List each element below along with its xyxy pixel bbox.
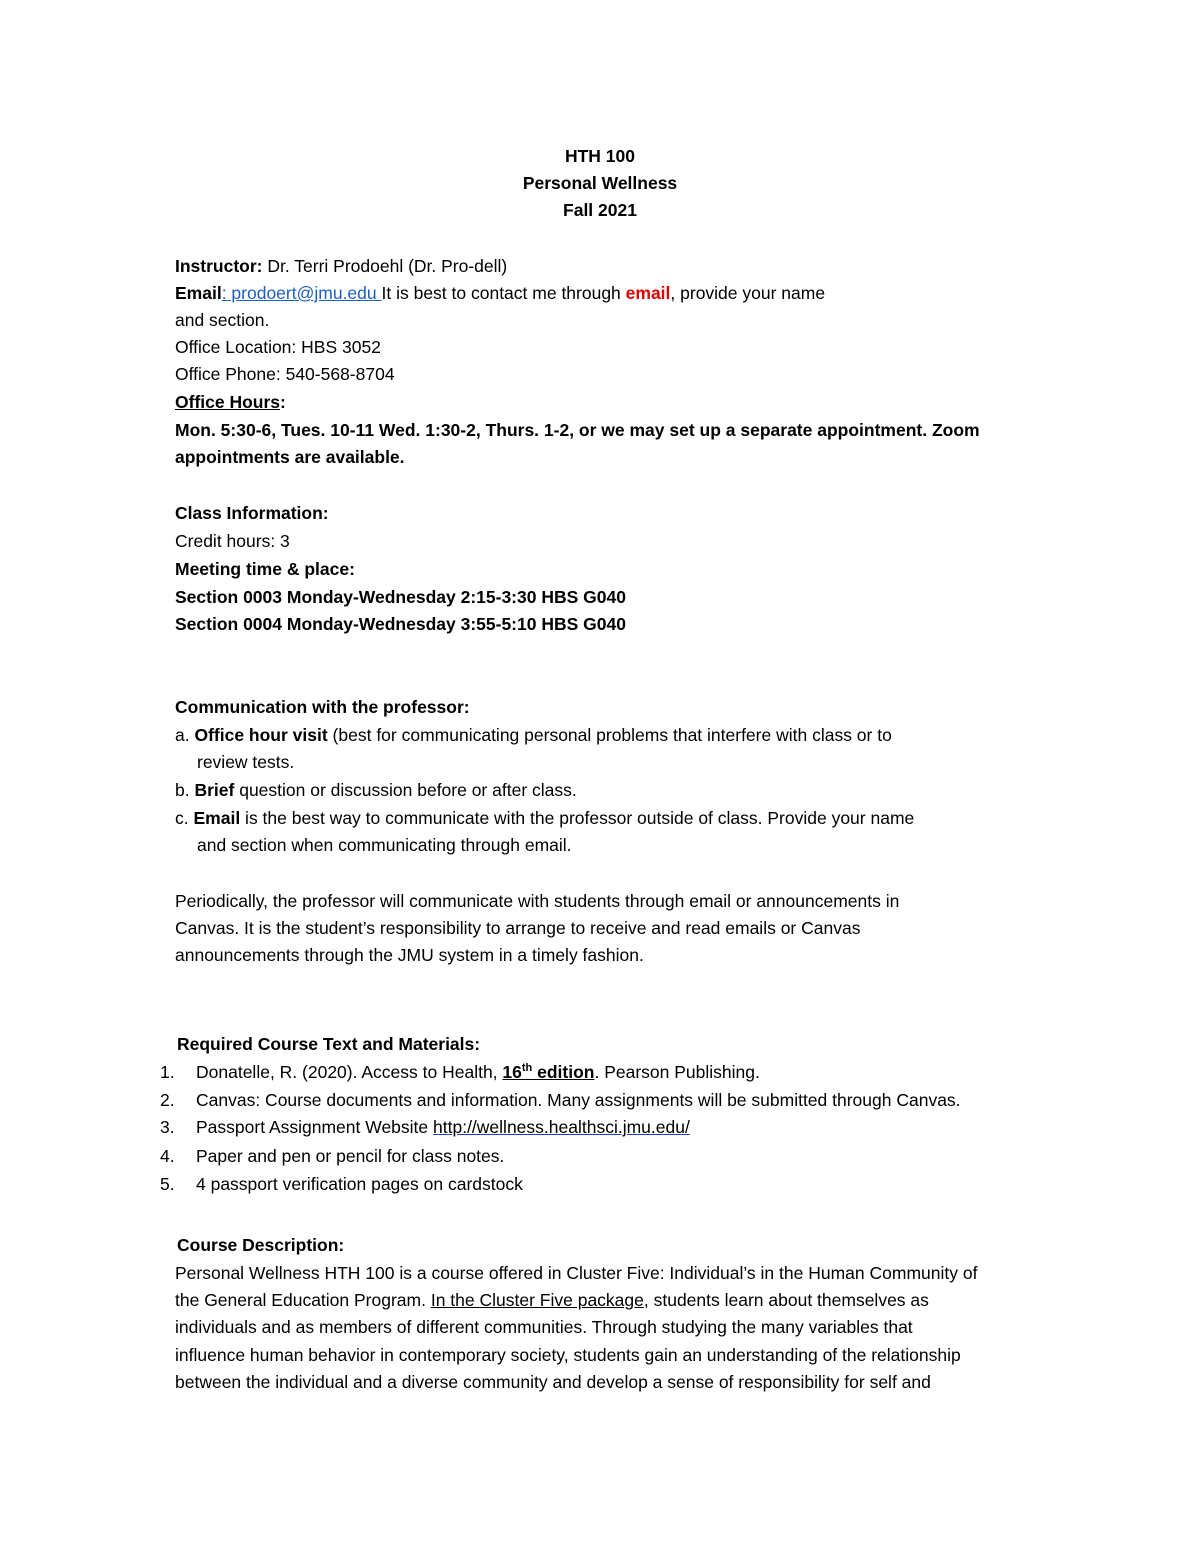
email-link[interactable]: : prodoert@jmu.edu [221, 283, 382, 303]
comm-para-line1: Periodically, the professor will communicate with students through email or announcements in [175, 891, 900, 911]
materials-num-1: 1. [160, 1062, 175, 1082]
credit-hours: Credit hours: 3 [175, 531, 290, 551]
description-line4: influence human behavior in contemporary society, students gain an understanding of the relationship [175, 1345, 961, 1365]
office-phone: Office Phone: 540-568-8704 [175, 364, 395, 384]
comm-b-text: question or discussion before or after class. [234, 780, 577, 800]
materials-1-post: . Pearson Publishing. [594, 1062, 760, 1082]
meeting-heading: Meeting time & place: [175, 559, 355, 579]
comm-a-text: (best for communicating personal problems that interfere with class or to [327, 725, 892, 745]
edition-suffix: th [521, 1062, 533, 1075]
comm-b-bold: Brief [189, 780, 235, 800]
comm-para-line3: announcements through the JMU system in a timely fashion. [175, 945, 644, 965]
comm-c-marker: c. [175, 808, 189, 828]
comm-item-c [175, 807, 914, 829]
description-line2-pre: the General Education Program. [175, 1290, 431, 1310]
comm-para-line2: Canvas. It is the student’s responsibility to arrange to receive and read emails or Canvas [175, 918, 861, 938]
course-name: Personal Wellness [522, 173, 678, 193]
edition-number: 16 [502, 1062, 522, 1082]
office-hours-label: Office Hours [175, 392, 281, 412]
materials-heading: Required Course Text and Materials: [177, 1034, 481, 1054]
email-note-post: , provide your name [670, 283, 826, 303]
materials-num-5: 5. [160, 1174, 175, 1194]
comm-a-text2: review tests. [197, 752, 295, 772]
instructor-label: Instructor: [175, 256, 263, 276]
materials-num-2: 2. [160, 1090, 175, 1110]
description-line3: individuals and as members of different communities. Through studying the many variables that [175, 1317, 913, 1337]
materials-3-pre: Passport Assignment Website [196, 1117, 434, 1137]
passport-website-link[interactable]: http://wellness.healthsci.jmu.edu/ [433, 1117, 690, 1137]
email-line [175, 282, 825, 304]
description-line1: Personal Wellness HTH 100 is a course offered in Cluster Five: Individual’s in the Human Community of [175, 1263, 978, 1283]
description-line2-post: , students learn about themselves as [643, 1290, 929, 1310]
materials-2-text: Canvas: Course documents and information. Many assignments will be submitted through Canvas. [196, 1090, 961, 1110]
course-term: Fall 2021 [563, 200, 637, 220]
class-info-heading: Class Information: [175, 503, 329, 523]
section-0004: Section 0004 Monday-Wednesday 3:55-5:10 HBS G040 [175, 614, 626, 634]
edition-word: edition [532, 1062, 595, 1082]
comm-c-text: is the best way to communicate with the professor outside of class. Provide your name [240, 808, 915, 828]
instructor-name: Dr. Terri Prodoehl (Dr. Pro-dell) [262, 256, 508, 276]
instructor-line [175, 255, 507, 277]
description-heading: Course Description: [177, 1235, 345, 1255]
email-label: Email [175, 283, 222, 303]
course-code: HTH 100 [564, 146, 636, 166]
email-note-line2: and section. [175, 310, 270, 330]
materials-num-4: 4. [160, 1146, 175, 1166]
description-line2 [175, 1289, 929, 1311]
comm-c-text2: and section when communicating through email. [197, 835, 572, 855]
materials-1-pre: Donatelle, R. (2020). Access to Health, [196, 1062, 503, 1082]
communication-heading: Communication with the professor: [175, 697, 470, 717]
cluster-five-package: In the Cluster Five package [430, 1290, 644, 1310]
description-line5: between the individual and a diverse community and develop a sense of responsibility for self and [175, 1372, 931, 1392]
email-emphasis: email [625, 283, 671, 303]
comm-item-b [175, 779, 577, 801]
comm-c-bold: Email [188, 808, 241, 828]
office-hours-line1: Mon. 5:30-6, Tues. 10-11 Wed. 1:30-2, Thurs. 1-2, or we may set up a separate appointment. Zoom [175, 420, 980, 440]
office-hours-line2: appointments are available. [175, 447, 405, 467]
email-note-pre: It is best to contact me through [381, 283, 626, 303]
materials-4-text: Paper and pen or pencil for class notes. [196, 1146, 505, 1166]
comm-b-marker: b. [175, 780, 190, 800]
materials-5-text: 4 passport verification pages on cardstock [196, 1174, 523, 1194]
comm-item-a [175, 724, 892, 746]
comm-a-marker: a. [175, 725, 190, 745]
materials-num-3: 3. [160, 1117, 175, 1137]
section-0003: Section 0003 Monday-Wednesday 2:15-3:30 HBS G040 [175, 587, 626, 607]
office-location: Office Location: HBS 3052 [175, 337, 381, 357]
office-hours-colon: : [280, 392, 286, 412]
comm-a-bold: Office hour visit [189, 725, 328, 745]
office-hours-heading [175, 391, 286, 413]
